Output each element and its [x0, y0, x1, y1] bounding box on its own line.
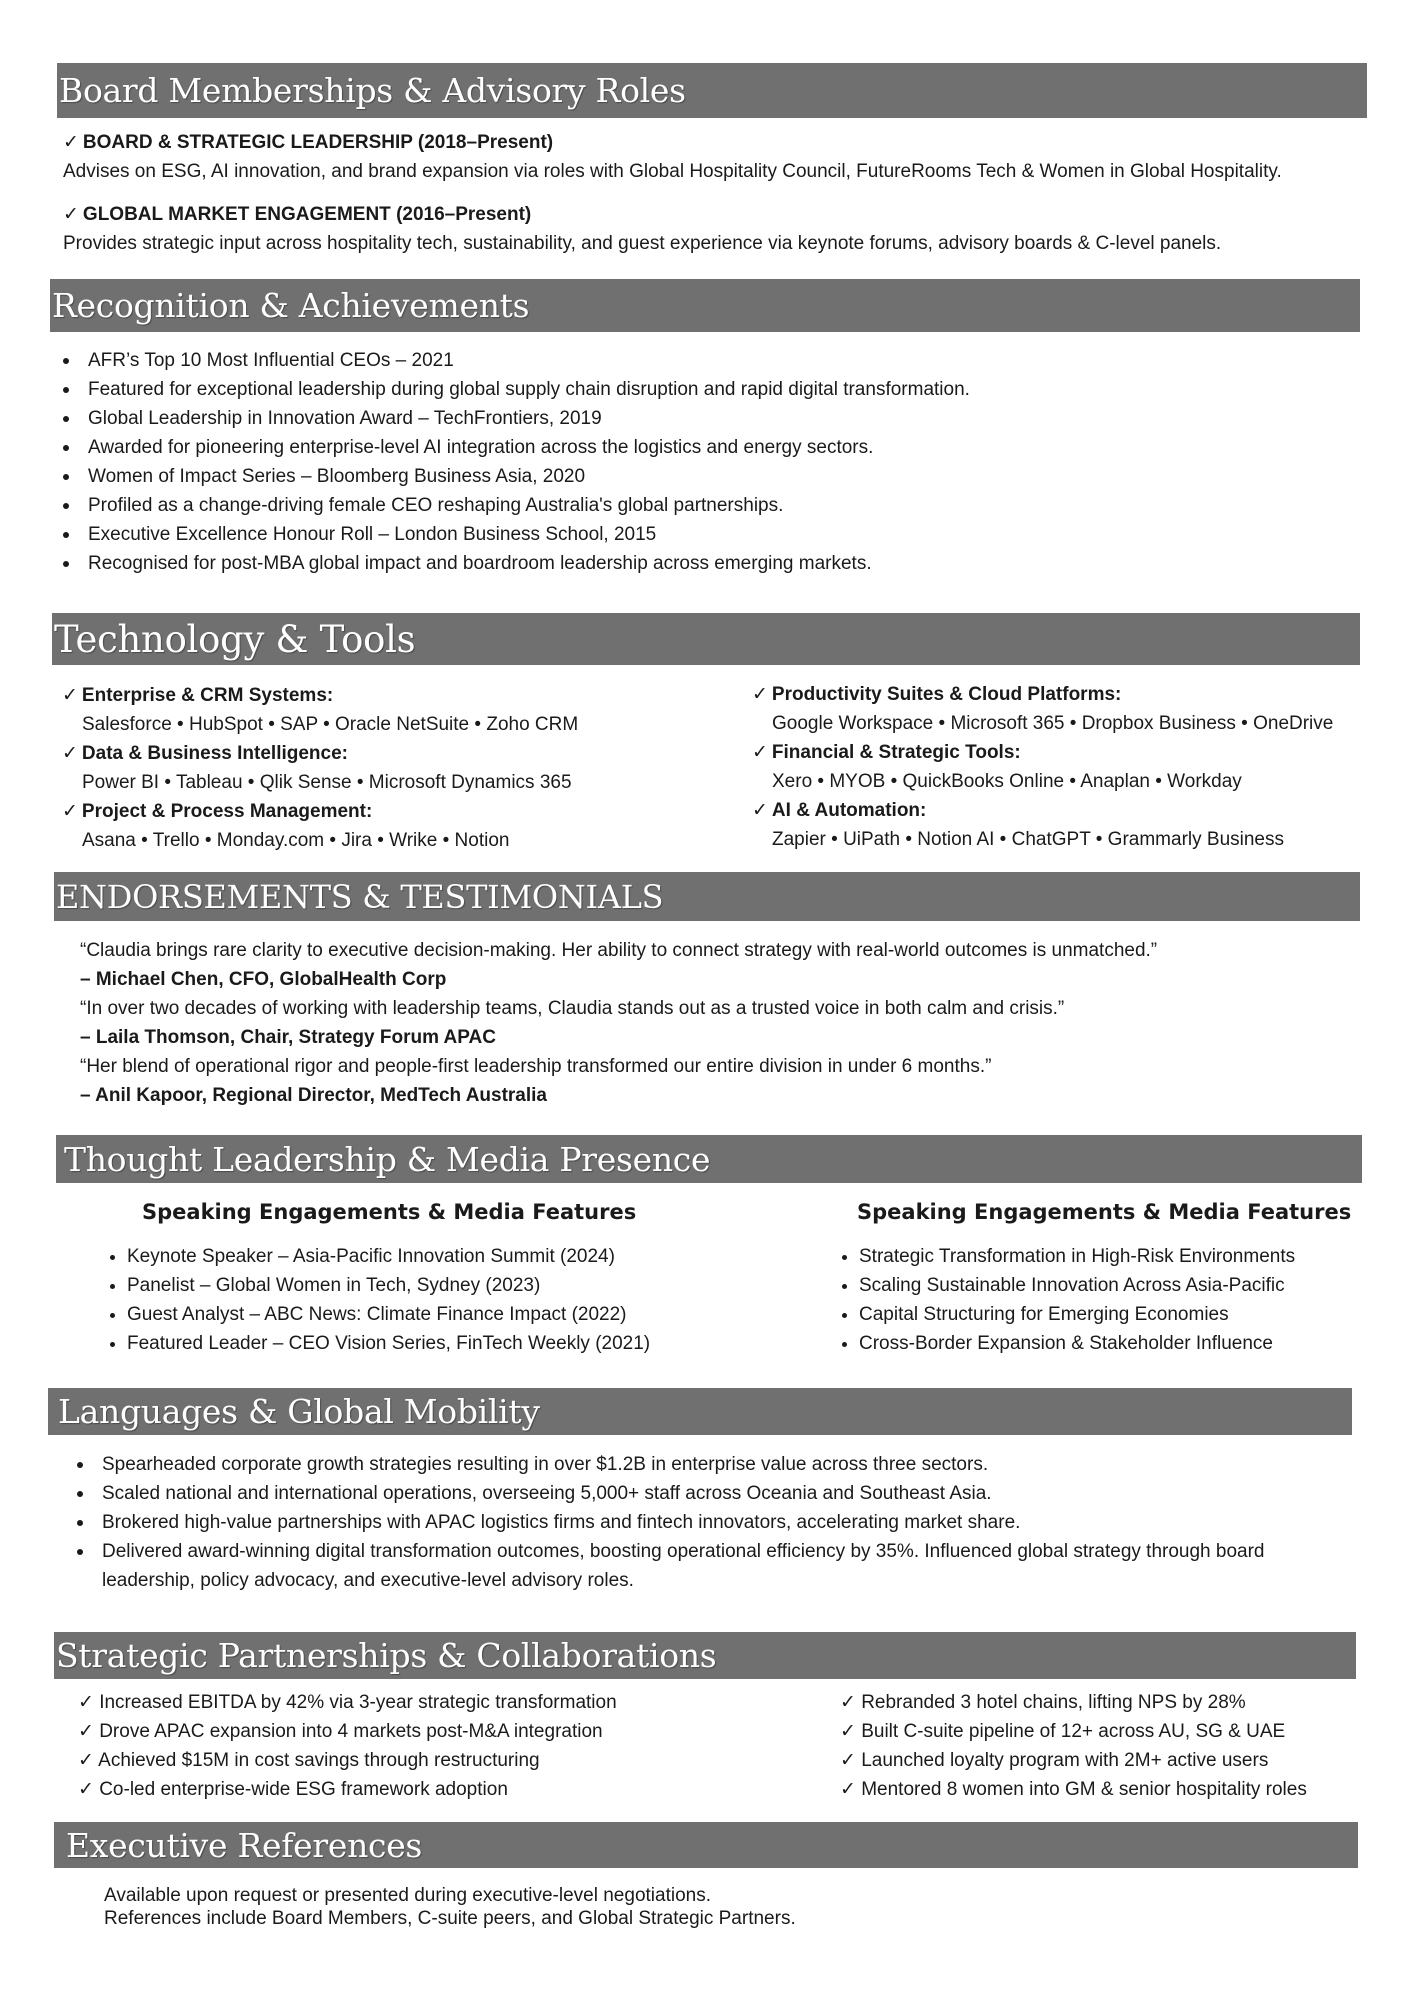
tech-right-column: [752, 680, 1392, 854]
testimonial-author: – Laila Thomson, Chair, Strategy Forum APAC: [80, 1027, 496, 1048]
check-icon: ✓: [62, 742, 78, 764]
check-icon: ✓: [63, 131, 79, 153]
list-item: Featured for exceptional leadership during global supply chain disruption and rapid digital transformation.: [52, 375, 1352, 404]
tech-items: Zapier • UiPath • Notion AI • ChatGPT • Grammarly Business: [772, 829, 1284, 850]
list-item: ✓ Drove APAC expansion into 4 markets post-M&A integration: [78, 1721, 603, 1742]
tech-category: ✓ AI & Automation:: [752, 799, 927, 821]
thought-left-heading: Speaking Engagements & Media Features: [142, 1200, 637, 1224]
tech-category: ✓ Data & Business Intelligence:: [62, 742, 348, 764]
check-icon: ✓: [62, 800, 78, 822]
check-icon: ✓: [752, 683, 768, 705]
thought-right-heading: Speaking Engagements & Media Features: [857, 1200, 1352, 1224]
check-icon: ✓: [752, 741, 768, 763]
list-item: Featured Leader – CEO Vision Series, FinTech Weekly (2021): [102, 1329, 742, 1358]
testimonial-quote: “Her blend of operational rigor and people-first leadership transformed our entire division in under 6 months.”: [80, 1056, 992, 1077]
list-item: Awarded for pioneering enterprise-level AI integration across the logistics and energy sectors.: [52, 433, 1352, 462]
endorsements-section-title: ENDORSEMENTS & TESTIMONIALS: [54, 872, 1360, 921]
list-item: ✓ Achieved $15M in cost savings through restructuring: [78, 1750, 540, 1771]
testimonial-author: – Anil Kapoor, Regional Director, MedTech Australia: [80, 1085, 548, 1106]
tech-category: ✓ Project & Process Management:: [62, 800, 373, 822]
list-item: ✓ Rebranded 3 hotel chains, lifting NPS by 28%: [840, 1692, 1246, 1713]
thought-left-list: [102, 1242, 742, 1358]
board-entry-1: [63, 128, 1383, 186]
list-item: Recognised for post-MBA global impact and boardroom leadership across emerging markets.: [52, 549, 1352, 578]
board-entry-text: Provides strategic input across hospitality tech, sustainability, and guest experience via keynote forums, advisory boards & C-level panels.: [63, 233, 1222, 254]
list-item: Scaling Sustainable Innovation Across Asia-Pacific: [834, 1271, 1394, 1300]
list-item: ✓ Mentored 8 women into GM & senior hospitality roles: [840, 1779, 1307, 1800]
list-item: Delivered award-winning digital transformation outcomes, boosting operational efficiency by 35%. Influenced global strategy through board leadership, policy advocacy, and executive-level advisory roles.: [66, 1537, 1336, 1595]
check-icon: ✓: [63, 203, 79, 225]
testimonial-quote: “In over two decades of working with leadership teams, Claudia stands out as a trusted voice in both calm and crisis.”: [80, 998, 1065, 1019]
languages-section-title: Languages & Global Mobility: [48, 1388, 1352, 1435]
list-item: Keynote Speaker – Asia-Pacific Innovation Summit (2024): [102, 1242, 742, 1271]
check-icon: ✓: [62, 684, 78, 706]
recognition-list: [52, 346, 1352, 578]
list-item: Scaled national and international operations, overseeing 5,000+ staff across Oceania and Southeast Asia.: [66, 1479, 1336, 1508]
partnerships-right-list: [840, 1688, 1400, 1804]
list-item: Spearheaded corporate growth strategies resulting in over $1.2B in enterprise value across three sectors.: [66, 1450, 1336, 1479]
list-item: Profiled as a change-driving female CEO reshaping Australia's global partnerships.: [52, 491, 1352, 520]
tech-items: Google Workspace • Microsoft 365 • Dropbox Business • OneDrive: [772, 713, 1334, 734]
references-line: Available upon request or presented during executive-level negotiations.: [104, 1885, 711, 1906]
partnerships-left-list: [78, 1688, 838, 1804]
check-icon: ✓: [752, 799, 768, 821]
recognition-section-title: Recognition & Achievements: [50, 279, 1360, 332]
partnerships-section-title: Strategic Partnerships & Collaborations: [54, 1632, 1356, 1679]
tech-left-column: [62, 681, 742, 855]
testimonial-quote: “Claudia brings rare clarity to executive decision-making. Her ability to connect strategy with real-world outcomes is unmatched.”: [80, 940, 1158, 961]
testimonial-author: – Michael Chen, CFO, GlobalHealth Corp: [80, 969, 447, 990]
references-line: References include Board Members, C-suite peers, and Global Strategic Partners.: [104, 1908, 796, 1929]
list-item: Global Leadership in Innovation Award – TechFrontiers, 2019: [52, 404, 1352, 433]
list-item: Panelist – Global Women in Tech, Sydney (2023): [102, 1271, 742, 1300]
board-entry-text: Advises on ESG, AI innovation, and brand expansion via roles with Global Hospitality Council, FutureRooms Tech & Women in Global Hospitality.: [63, 161, 1282, 182]
endorsements-list: [80, 936, 1380, 1110]
list-item: Guest Analyst – ABC News: Climate Finance Impact (2022): [102, 1300, 742, 1329]
list-item: ✓ Launched loyalty program with 2M+ active users: [840, 1750, 1269, 1771]
board-entry-heading: GLOBAL MARKET ENGAGEMENT (2016–Present): [82, 204, 532, 225]
list-item: ✓ Co-led enterprise-wide ESG framework adoption: [78, 1779, 508, 1800]
technology-section-title: Technology & Tools: [52, 613, 1360, 665]
list-item: Executive Excellence Honour Roll – London Business School, 2015: [52, 520, 1352, 549]
list-item: AFR’s Top 10 Most Influential CEOs – 2021: [52, 346, 1352, 375]
list-item: Strategic Transformation in High-Risk Environments: [834, 1242, 1394, 1271]
tech-category: ✓ Enterprise & CRM Systems:: [62, 684, 334, 706]
tech-category: ✓ Productivity Suites & Cloud Platforms:: [752, 683, 1122, 705]
board-entry-heading: BOARD & STRATEGIC LEADERSHIP (2018–Present): [82, 132, 554, 153]
board-entry-2: [63, 200, 1383, 258]
references-text: [104, 1884, 1304, 1930]
list-item: ✓ Increased EBITDA by 42% via 3-year strategic transformation: [78, 1692, 617, 1713]
list-item: Women of Impact Series – Bloomberg Business Asia, 2020: [52, 462, 1352, 491]
references-section-title: Executive References: [54, 1822, 1358, 1868]
tech-items: Xero • MYOB • QuickBooks Online • Anaplan • Workday: [772, 771, 1242, 792]
list-item: Brokered high-value partnerships with APAC logistics firms and fintech innovators, accelerating market share.: [66, 1508, 1336, 1537]
thought-section-title: Thought Leadership & Media Presence: [56, 1135, 1362, 1183]
list-item: ✓ Built C-suite pipeline of 12+ across AU, SG & UAE: [840, 1721, 1286, 1742]
thought-right-list: [834, 1242, 1394, 1358]
board-section-title: Board Memberships & Advisory Roles: [57, 63, 1367, 118]
tech-items: Salesforce • HubSpot • SAP • Oracle NetSuite • Zoho CRM: [82, 714, 579, 735]
list-item: Cross-Border Expansion & Stakeholder Influence: [834, 1329, 1394, 1358]
list-item: Capital Structuring for Emerging Economies: [834, 1300, 1394, 1329]
tech-category: ✓ Financial & Strategic Tools:: [752, 741, 1021, 763]
tech-items: Power BI • Tableau • Qlik Sense • Microsoft Dynamics 365: [82, 772, 572, 793]
languages-list: [66, 1450, 1336, 1595]
tech-items: Asana • Trello • Monday.com • Jira • Wrike • Notion: [82, 830, 510, 851]
